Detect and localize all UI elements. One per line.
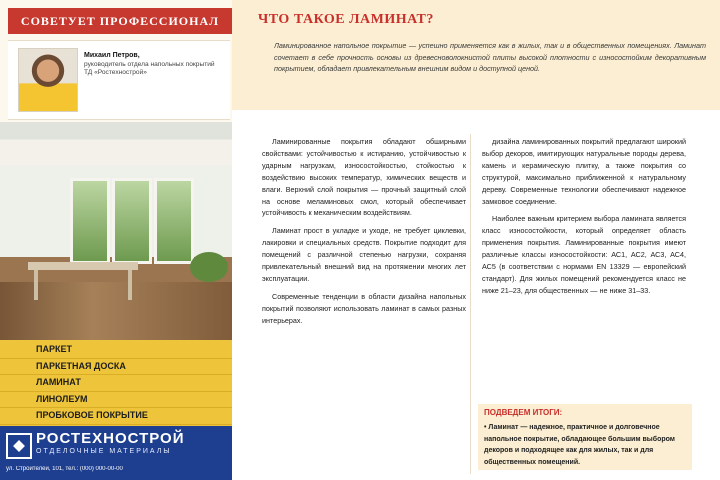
paragraph: Современные тенденции в области дизайна напольных покрытий позволяют использовать ламинат в самых разных интерьерах.	[262, 291, 466, 325]
paragraph: Ламинат прост в укладке и уходе, не требует циклевки, лакировки и специальных средств. Покрытие подходит для помещений с различной степенью нагрузки, сохраняя привлекательный внешний вид на протяжении многих лет эксплуатации.	[262, 226, 466, 283]
column-divider	[470, 134, 471, 474]
product-item: ПРОБКОВОЕ ПОКРЫТИЕ	[0, 408, 232, 425]
brand-logo-icon	[6, 433, 32, 459]
expert-photo	[18, 48, 78, 112]
dining-table	[28, 262, 138, 270]
expert-role: руководитель отдела напольных покрытий ТД «Ростехнострой»	[84, 61, 215, 77]
table-leg	[128, 270, 132, 300]
section-banner: СОВЕТУЕТ ПРОФЕССИОНАЛ	[8, 8, 232, 34]
callout-text: • Ламинат — надежное, практичное и долговечное напольное покрытие, обладающее большим выбором декоров и подходящее как для жилых, так и для общественных помещений.	[484, 424, 675, 466]
expert-info	[84, 52, 224, 78]
brand-tagline: ОТДЕЛОЧНЫЕ МАТЕРИАЛЫ	[36, 448, 172, 455]
table-leg	[34, 270, 38, 300]
brand-contacts: ул. Строителей, 101, тел.: (000) 000-00-00	[6, 466, 123, 472]
product-list	[0, 340, 232, 426]
product-item: ЛИНОЛЕУМ	[0, 392, 232, 409]
article-column-left	[262, 136, 466, 476]
window-pane	[154, 178, 194, 264]
article-title: ЧТО ТАКОЕ ЛАМИНАТ?	[258, 12, 434, 27]
window-pane	[112, 178, 152, 264]
product-item: ПАРКЕТ	[0, 342, 232, 359]
article-lead: Ламинированное напольное покрытие — успешно применяется как в жилых, так и в общественных помещениях. Ламинат сочетает в себе прочность основы из древесноволокнистой плиты высокой плотности с износостойким декоративным покрытием, обладает привлекательным внешним видом и доступной ценой.	[274, 41, 706, 73]
paragraph: дизайна ламинированных покрытий предлагают широкий выбор декоров, имитирующих натуральные породы дерева, камень и керамическую плитку, а также покрытия со структурой, максимально приближенной к натуральному дереву. Современные технологии обеспечивают надежное замковое соединение.	[482, 137, 686, 206]
product-item: ЛАМИНАТ	[0, 375, 232, 392]
product-item: ПАРКЕТНАЯ ДОСКА	[0, 359, 232, 376]
paragraph: Наиболее важным критерием выбора ламината является класс износостойкости, который определяет область применения покрытия. Ламинированные покрытия имеют различные классы износостойкости: АС1, АС2, АС3, АС4, АС5 (в соответствии с нормами EN 13329 — европейский стандарт). Для жилых помещений рекомендуется класс не ниже 21–23, для общественных — не ниже 31–33.	[482, 214, 686, 295]
paragraph: Ламинированные покрытия обладают обширными свойствами: устойчивостью к истиранию, устойчивостью к ударным нагрузкам, износостойкостью, стойкостью к воздействию высоких температур, химических веществ и влаги. Верхний слой покрытия — прочный защитный слой на основе меламиновых смол, который обеспечивает устойчивость к механическим воздействиям.	[262, 137, 466, 218]
plant	[190, 252, 228, 282]
interior-photo	[0, 122, 232, 340]
callout-title: ПОДВЕДЕМ ИТОГИ:	[484, 408, 563, 417]
brand-name: РОСТЕХНОСТРОЙ	[36, 430, 185, 447]
article-column-right	[482, 136, 686, 402]
expert-name: Михаил Петров,	[84, 52, 140, 59]
window-pane	[70, 178, 110, 264]
